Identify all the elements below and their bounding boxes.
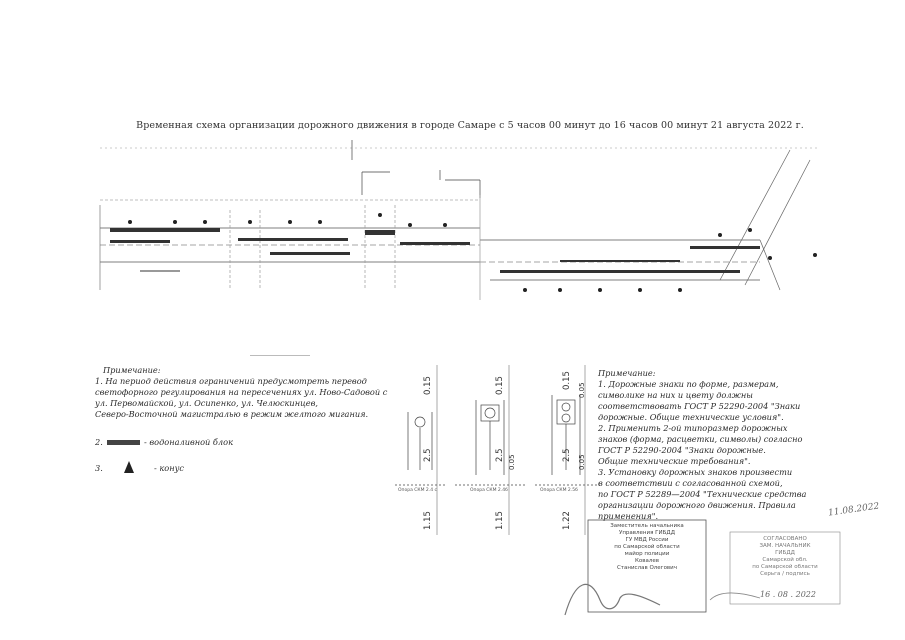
stamp-line: по Самарской области	[752, 564, 818, 570]
support3-dim-bottom: 1.22	[562, 511, 572, 530]
stamp-line: по Самарской области	[614, 544, 680, 550]
document-title: Временная схема организации дорожного движения в городе Самаре с 5 часов 00 минут до 16 часов 00 минут 21 августа 2022 г.	[136, 120, 804, 131]
stamp-line: Станислав Олегович	[616, 565, 678, 571]
note-right-line: 1. Дорожные знаки по форме, размерам,	[598, 379, 779, 389]
note-left-line: Северо-Восточной магистралью в режим желтого мигания.	[95, 409, 369, 419]
handwritten-date: 11.08.2022	[827, 501, 880, 519]
stamp-line: СОГЛАСОВАНО	[763, 536, 807, 542]
support2-dim-bottom: 1.15	[495, 511, 505, 530]
support1-dim-bottom: 1.15	[423, 511, 433, 530]
stamp-line: ГУ МВД России	[625, 537, 669, 543]
support3-dim-top2: 0.05	[578, 382, 586, 398]
approval-stamp-left	[590, 523, 704, 572]
support3-dim-mid: 2.5	[562, 448, 572, 462]
signature-scribble	[565, 584, 660, 615]
note-right-line: в соответствии с согласованной схемой,	[598, 478, 783, 488]
stamp-line: Ковалев	[634, 558, 660, 564]
support3-caption: Опора СКМ 2.5б	[540, 488, 578, 493]
stamp-line: майор полиции	[624, 551, 670, 557]
note-right-line: знаков (форма, расцветки, символы) согласно	[598, 434, 803, 444]
note-left-heading: Примечание:	[103, 365, 161, 375]
note-right-heading: Примечание:	[598, 368, 656, 378]
stamp-line: Управления ГИБДД	[618, 530, 675, 536]
stamp-line: Серьга / подпись	[760, 571, 810, 577]
stamp-line: ЗАМ. НАЧАЛЬНИК	[759, 543, 811, 549]
stamp-line: Заместитель начальника	[610, 523, 684, 529]
legend-water-block	[95, 437, 233, 447]
note-right-line: организации дорожного движения. Правила	[598, 500, 796, 510]
note-right-line: ГОСТ Р 52290-2004 "Знаки дорожные.	[598, 445, 766, 455]
support2-dim-top: 0.15	[495, 376, 505, 395]
approval-stamp-right	[732, 536, 838, 578]
note-right-line: дорожные. Общие технические условия".	[598, 412, 784, 422]
note-right-line: по ГОСТ Р 52289—2004 "Технические средства	[598, 489, 807, 499]
legend-num: 2.	[95, 437, 103, 447]
support2-caption: Опора СКМ 2.4б	[470, 488, 508, 493]
note-right-line: Общие технические требования".	[598, 456, 751, 466]
note-left-line: 1. На период действия ограничений предусмотреть перевод	[95, 376, 367, 386]
legend-cone	[95, 463, 184, 473]
supports-drawings	[395, 395, 600, 485]
note-right-line: 2. Применить 2-ой типоразмер дорожных	[598, 423, 788, 433]
support1-caption: Опора СКМ 2.4 с	[398, 488, 437, 493]
support3-dim-small: 0.05	[578, 454, 586, 470]
note-right-line: применения".	[598, 511, 659, 521]
legend-label: - водоналивной блок	[144, 437, 233, 447]
note-left	[95, 365, 395, 420]
stamp-line: ГИБДД	[775, 550, 795, 556]
support1-dim-mid: 2.5	[423, 448, 433, 462]
support1-dim-top: 0.15	[423, 376, 433, 395]
stamp-date: 16 . 08 . 2022	[760, 590, 816, 599]
note-left-line: ул. Первомайской, ул. Осипенко, ул. Челюскинцев,	[95, 398, 319, 408]
note-right-line: символике на них и цвету должны	[598, 390, 753, 400]
note-right-line: 3. Установку дорожных знаков произвести	[598, 467, 793, 477]
note-left-line: светофорного регулирования на пересечениях ул. Ново-Садовой с	[95, 387, 388, 397]
support2-dim-mid: 2.5	[495, 448, 505, 462]
note-right-line: соответствовать ГОСТ Р 52290-2004 "Знаки	[598, 401, 801, 411]
support2-dim-small: 0.05	[508, 454, 516, 470]
stamp-line: Самарской обл.	[762, 557, 808, 563]
legend-num: 3.	[95, 463, 103, 473]
legend-label: - конус	[154, 463, 184, 473]
support3-dim-top: 0.15	[562, 371, 572, 390]
note-right	[598, 368, 820, 522]
